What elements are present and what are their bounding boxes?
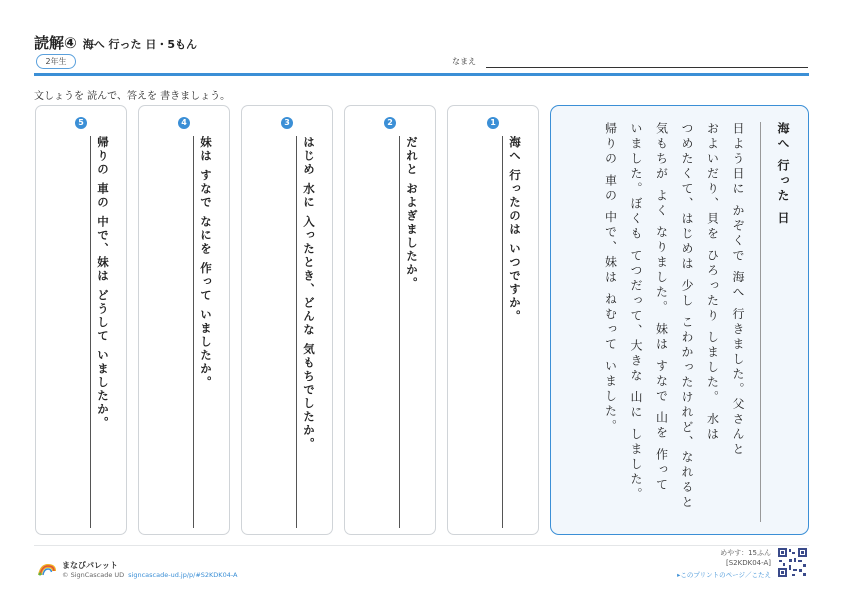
answer-line[interactable] [193,136,194,528]
question-text: 海へ 行ったのは いつですか。 [508,136,522,324]
story-line: 帰りの 車の 中で、妹は ねむって いました。 [603,122,618,435]
story-body [597,122,750,532]
question-text: だれと およぎましたか。 [405,136,419,291]
name-field[interactable] [486,67,808,68]
question-text: 帰りの 車の 中で、妹は どうして いましたか。 [96,136,110,431]
story-divider [760,122,761,522]
palette-logo-icon [36,562,58,576]
footer-divider [34,545,809,546]
title-main: 読解④ [34,34,77,52]
story-title: 海へ 行った 日 [776,122,790,227]
question-card-5 [35,105,127,535]
question-number: 2 [384,117,396,129]
question-number: 1 [487,117,499,129]
copyright-text: © SignCascade UD [62,571,125,579]
answer-line[interactable] [296,136,297,528]
instruction-text: 文しょうを 読んで、答えを 書きましょう。 [34,91,231,102]
story-panel [550,105,809,535]
header-divider [34,73,809,76]
brand-name: まなびパレット [62,561,118,570]
story-line: 日よう日に かぞくで 海へ 行きました。父さんと [731,122,745,458]
page-url-link[interactable]: signcascade-ud.jp/p/#S2KDK04-A [128,571,238,579]
worksheet-code: [S2KDK04-A] [726,559,771,567]
answer-line[interactable] [399,136,400,528]
page-title [34,32,197,53]
name-label: なまえ [452,57,476,66]
question-card-3 [241,105,333,535]
answer-line[interactable] [90,136,91,528]
time-estimate: めやす：15ふん [720,549,771,557]
story-line: およいだり、貝を ひろったり しました。 水は [705,122,720,443]
copyright [62,571,238,579]
question-card-1 [447,105,539,535]
answer-line[interactable] [502,136,503,528]
question-text: 妹は すなで なにを 作って いましたか。 [199,136,213,390]
question-number: 5 [75,117,87,129]
story-line: いました。ぼくも てつだって、大きな 山に しました。 [629,122,643,503]
grade-badge: 2年生 [36,54,76,69]
story-line: 気もちが よく なりました。 妹は すなで 山を 作って [654,122,669,493]
answer-page-link[interactable]: ▸このプリントのページ／こたえ [677,571,771,579]
question-number: 3 [281,117,293,129]
question-card-4 [138,105,230,535]
question-number: 4 [178,117,190,129]
question-text: はじめ 水に 入ったとき、どんな 気もちでしたか。 [302,136,316,452]
qr-code-icon[interactable] [777,547,808,578]
story-line: つめたくて、はじめは 少し こわかったけれど、なれると [680,122,694,511]
question-card-2 [344,105,436,535]
title-subtitle: 海へ 行った 日・5もん [82,38,198,51]
